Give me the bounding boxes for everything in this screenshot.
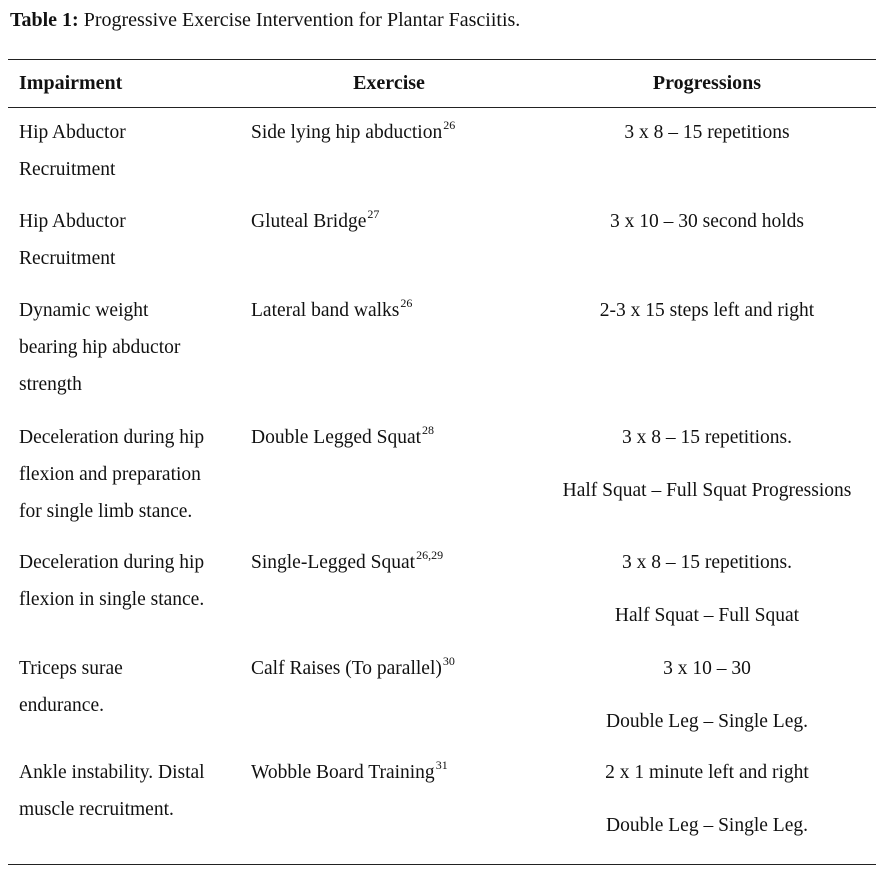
impairment-line: Recruitment <box>19 248 116 269</box>
impairment-line: flexion in single stance. <box>19 589 205 610</box>
table-row <box>0 114 894 180</box>
table-caption-label: Table 1: <box>10 9 79 31</box>
exercise-reference: 30 <box>442 654 455 668</box>
progression-line: 2 x 1 minute left and right <box>605 762 809 783</box>
impairment-line: Recruitment <box>19 159 116 180</box>
progression-line: Double Leg – Single Leg. <box>606 711 808 732</box>
exercise-cell <box>251 419 434 458</box>
progression-line: 2-3 x 15 steps left and right <box>599 300 815 321</box>
table-top-rule <box>8 59 876 60</box>
progressions-cell <box>605 754 809 844</box>
exercise-reference: 26 <box>443 118 456 132</box>
progression-line: Half Squat – Full Squat <box>614 605 800 626</box>
impairment-line: Deceleration during hip <box>19 552 205 573</box>
exercise-name: Gluteal Bridge <box>251 211 367 232</box>
progressions-cell <box>563 419 852 509</box>
impairment-line: flexion and preparation <box>19 464 201 485</box>
impairment-line: Hip Abductor <box>19 122 126 143</box>
exercise-reference: 26,29 <box>416 548 444 562</box>
impairment-line: Hip Abductor <box>19 211 126 232</box>
impairment-line: endurance. <box>19 695 104 716</box>
impairment-cell <box>19 419 233 530</box>
exercise-name: Single-Legged Squat <box>251 552 416 573</box>
impairment-line: Deceleration during hip <box>19 427 205 448</box>
table-row <box>0 650 894 732</box>
impairment-cell <box>19 650 233 724</box>
header-impairment: Impairment <box>19 72 123 94</box>
exercise-cell <box>251 544 443 583</box>
progression-line: 3 x 8 – 15 repetitions <box>624 122 790 143</box>
exercise-name: Double Legged Squat <box>251 427 422 448</box>
table-row <box>0 544 894 626</box>
header-exercise: Exercise <box>353 72 425 94</box>
impairment-cell <box>19 114 233 188</box>
exercise-reference: 26 <box>400 296 413 310</box>
progressions-cell <box>606 650 808 740</box>
impairment-line: Ankle instability. Distal <box>19 762 205 783</box>
progression-line: Half Squat – Full Squat Progressions <box>562 480 852 501</box>
progressions-cell <box>600 292 814 329</box>
exercise-cell <box>251 203 379 242</box>
exercise-cell <box>251 292 412 331</box>
impairment-line: strength <box>19 374 82 395</box>
table-row <box>0 292 894 395</box>
exercise-cell <box>251 650 455 689</box>
progressions-cell <box>624 114 789 151</box>
table-row <box>0 754 894 836</box>
exercise-reference: 28 <box>422 423 435 437</box>
impairment-line: Triceps surae <box>19 658 123 679</box>
exercise-name: Wobble Board Training <box>251 762 435 783</box>
exercise-name: Calf Raises (To parallel) <box>251 658 442 679</box>
exercise-cell <box>251 754 448 793</box>
impairment-cell <box>19 292 233 403</box>
exercise-cell <box>251 114 455 153</box>
impairment-line: Dynamic weight <box>19 300 149 321</box>
progression-line: 3 x 8 – 15 repetitions. <box>621 552 793 573</box>
exercise-reference: 27 <box>367 207 380 221</box>
exercise-name: Lateral band walks <box>251 300 400 321</box>
table-caption-text: Progressive Exercise Intervention for Plantar Fasciitis. <box>78 9 521 31</box>
progression-line: 3 x 10 – 30 second holds <box>610 211 804 232</box>
impairment-cell <box>19 203 233 277</box>
impairment-line: for single limb stance. <box>19 501 193 522</box>
impairment-line: muscle recruitment. <box>19 799 174 820</box>
header-progressions: Progressions <box>652 72 762 94</box>
exercise-name: Side lying hip abduction <box>251 122 443 143</box>
progression-line: 3 x 8 – 15 repetitions. <box>621 427 793 448</box>
impairment-cell <box>19 544 233 618</box>
table-bottom-rule <box>8 864 876 865</box>
table-header-rule <box>8 107 876 108</box>
progression-line: Double Leg – Single Leg. <box>605 815 808 836</box>
progressions-cell <box>615 544 799 634</box>
table-row <box>0 419 894 522</box>
exercise-reference: 31 <box>435 758 448 772</box>
progression-line: 3 x 10 – 30 <box>663 658 751 679</box>
table-row <box>0 203 894 269</box>
impairment-cell <box>19 754 233 828</box>
progressions-cell <box>610 203 804 240</box>
impairment-line: bearing hip abductor <box>19 337 181 358</box>
table-caption <box>10 6 520 34</box>
